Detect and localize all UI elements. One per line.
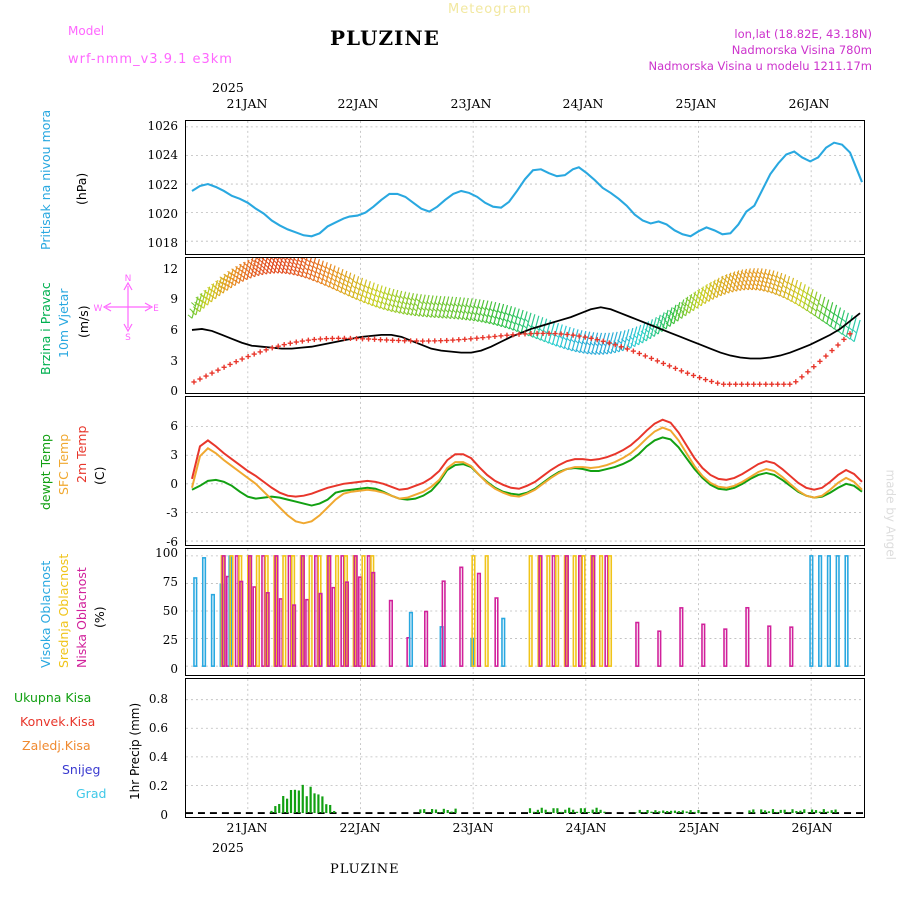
temp-dewpt-label: dewpt Temp	[38, 434, 53, 510]
svg-text:E: E	[153, 304, 159, 314]
cloud-low-label: Niska Oblacnost	[74, 567, 89, 668]
temp-ytick-m6: -6	[166, 535, 178, 549]
temp-2m-label: 2m Temp	[74, 425, 89, 483]
temp-2m-series	[192, 420, 862, 497]
wind-ytick-0: 0	[170, 384, 178, 398]
bottom-tick-0: 21JAN	[226, 820, 268, 835]
precip-ytick-04: 0.4	[148, 750, 168, 764]
wind-axis-title-2: Brzina i Pravac	[38, 282, 53, 375]
top-tick-3: 24JAN	[562, 96, 604, 111]
temp-ytick-3: 3	[170, 448, 178, 462]
wind-ytick-12: 12	[162, 262, 178, 276]
precip-conv-label: Konvek.Kisa	[20, 714, 96, 729]
bottom-tick-5: 26JAN	[791, 820, 833, 835]
bottom-tick-3: 24JAN	[565, 820, 607, 835]
svg-text:S: S	[125, 333, 131, 342]
top-tick-2: 23JAN	[450, 96, 492, 111]
cloud-high-label: Visoka Oblacnost	[38, 560, 53, 668]
pressure-axis-title: Pritisak na nivou mora	[38, 109, 53, 250]
temp-ytick-m3: -3	[166, 506, 178, 520]
bottom-date-axis	[185, 820, 865, 840]
temp-sfc-series	[192, 428, 862, 524]
precip-axis-units: 1hr Precip (mm)	[128, 702, 142, 800]
pressure-ytick-1022: 1022	[147, 178, 178, 192]
page-title: PLUZINE	[330, 26, 440, 50]
wind-ytick-9: 9	[170, 292, 178, 306]
top-date-axis	[185, 96, 865, 116]
top-axis-year: 2025	[212, 80, 244, 95]
cloud-ytick-25: 25	[162, 633, 178, 647]
pressure-axis-units: (hPa)	[74, 172, 89, 205]
temp-ytick-6: 6	[170, 419, 178, 433]
precip-panel	[185, 678, 865, 818]
station-elevation: Nadmorska Visina 780m	[731, 43, 872, 57]
temp-sfc-label: SFC Temp	[56, 433, 71, 495]
wind-panel	[185, 257, 865, 394]
cloud-ytick-0: 0	[170, 662, 178, 676]
model-elevation: Nadmorska Visina u modelu 1211.17m	[648, 59, 872, 73]
cloud-panel	[185, 548, 865, 676]
top-tick-1: 22JAN	[337, 96, 379, 111]
pressure-ytick-1018: 1018	[147, 236, 178, 250]
bottom-tick-2: 23JAN	[452, 820, 494, 835]
svg-text:N: N	[124, 274, 132, 284]
pressure-ytick-1020: 1020	[147, 207, 178, 221]
bottom-tick-1: 22JAN	[339, 820, 381, 835]
station-metadata	[648, 26, 872, 74]
cloud-ytick-50: 50	[162, 604, 178, 618]
station-lonlat: lon,lat (18.82E, 43.18N)	[734, 27, 872, 41]
precip-ytick-02: 0.2	[148, 779, 168, 793]
model-name: wrf-nmm_v3.9.1 e3km	[68, 52, 233, 67]
precip-snow-label: Snijeg	[62, 762, 101, 777]
wind-compass-rose	[92, 272, 164, 342]
pressure-panel	[185, 120, 865, 255]
model-label: Model	[68, 24, 105, 38]
precip-ytick-08: 0.8	[148, 692, 168, 706]
temp-ytick-0: 0	[170, 477, 178, 491]
top-tick-0: 21JAN	[226, 96, 268, 111]
cloud-axis-units: (%)	[92, 606, 107, 628]
bottom-tick-4: 25JAN	[678, 820, 720, 835]
svg-text:W: W	[93, 304, 103, 314]
temp-axis-units: (C)	[92, 466, 107, 485]
wind-axis-title-1: 10m Vjetar	[56, 288, 71, 358]
footer-station-name: PLUZINE	[330, 862, 400, 877]
temperature-panel	[185, 396, 865, 546]
precip-total-label: Ukupna Kisa	[14, 690, 92, 705]
pressure-ytick-1024: 1024	[147, 148, 178, 162]
wind-ytick-6: 6	[170, 323, 178, 337]
precip-ytick-0: 0	[160, 808, 168, 822]
pressure-series	[192, 143, 862, 237]
meteogram-watermark: Meteogram	[448, 2, 532, 17]
top-tick-4: 25JAN	[675, 96, 717, 111]
wind-ytick-3: 3	[170, 354, 178, 368]
precip-ytick-06: 0.6	[148, 721, 168, 735]
cloud-ytick-100: 100	[155, 546, 178, 560]
wind-axis-units: (m/s)	[76, 305, 91, 338]
cloud-mid-label: Srednja Oblacnost	[56, 553, 71, 668]
top-tick-5: 26JAN	[788, 96, 830, 111]
credit-watermark: made by Angel	[884, 469, 898, 560]
cloud-ytick-75: 75	[162, 575, 178, 589]
precip-ice-label: Zaledj.Kisa	[22, 738, 91, 753]
pressure-ytick-1026: 1026	[147, 119, 178, 133]
precip-hail-label: Grad	[76, 786, 107, 801]
bottom-axis-year: 2025	[212, 840, 244, 855]
